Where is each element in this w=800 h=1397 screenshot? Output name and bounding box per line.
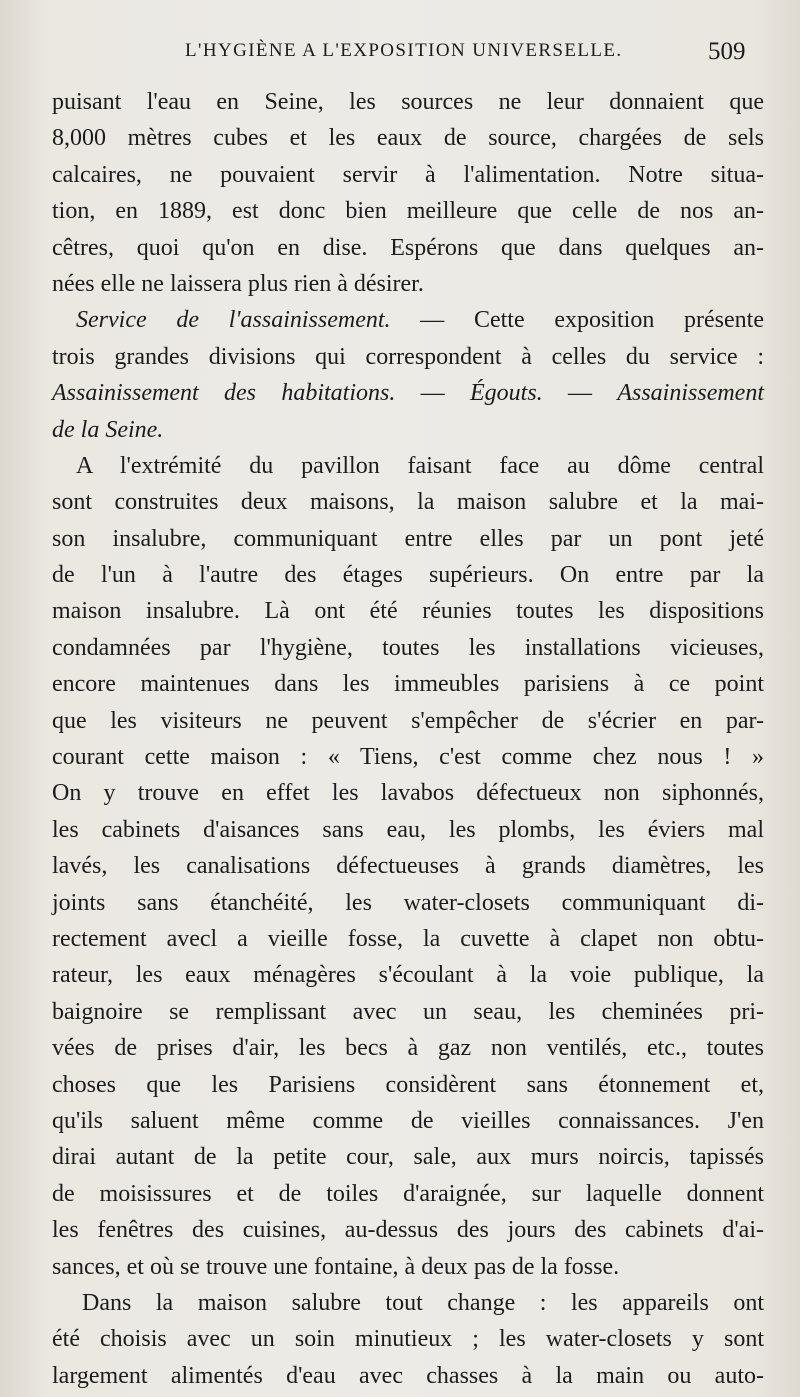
text-line: calcaires, ne pouvaient servir à l'alimentation. Notre situa- (52, 161, 764, 188)
text-line: les cabinets d'aisances sans eau, les plombs, les éviers mal (52, 816, 764, 843)
text-line: lavés, les canalisations défectueuses à grands diamètres, les (52, 853, 764, 880)
text-line: condamnées par l'hygiène, toutes les installations vicieuses, (52, 634, 764, 661)
text-line: que les visiteurs ne peuvent s'empêcher de s'écrier en par- (52, 707, 764, 734)
text-line: rectement avecl a vieille fosse, la cuvette à clapet non obtu- (52, 925, 764, 952)
divisions-line (52, 375, 764, 411)
text-line: joints sans étanchéité, les water-closets communiquant di- (52, 889, 764, 916)
text-line: qu'ils saluent même comme de vieilles connaissances. J'en (52, 1107, 764, 1134)
text-line: sances, et où se trouve une fontaine, à deux pas de la fosse. (52, 1253, 620, 1280)
text-line: encore maintenues dans les immeubles parisiens à ce point (52, 671, 764, 698)
text-line: sont construites deux maisons, la maison salubre et la mai- (52, 489, 764, 516)
text-line: dirai autant de la petite cour, sale, aux murs noircis, tapissés (52, 1144, 764, 1171)
text-line: de l'un à l'autre des étages supérieurs. On entre par la (52, 562, 764, 589)
division-seine: Assainissement (617, 380, 765, 407)
division-separator: — (395, 380, 470, 407)
text-line: rateur, les eaux ménagères s'écoulant à la voie publique, la (52, 962, 764, 989)
division-habitations: Assainissement des habitations. (52, 380, 396, 407)
text-line: son insalubre, communiquant entre elles par un pont jeté (52, 525, 764, 552)
text-line: trois grandes divisions qui correspondent à celles du service : (52, 343, 764, 370)
text-line: 8,000 mètres cubes et les eaux de source, chargées de sels (52, 125, 764, 152)
text-line: maison insalubre. Là ont été réunies toutes les dispositions (52, 598, 764, 625)
text-line: nées elle ne laissera plus rien à désirer. (52, 270, 424, 297)
section-heading-line (52, 302, 764, 338)
section-intro: — Cette exposition présente (390, 307, 764, 334)
text-line: de moisissures et de toiles d'araignée, sur laquelle donnent (52, 1180, 764, 1207)
division-egouts: Égouts. (470, 380, 543, 407)
text-line: été choisis avec un soin minutieux ; les water-closets y sont (52, 1326, 764, 1353)
page-number: 509 (708, 38, 746, 65)
section-title: Service de l'assainissement. (76, 307, 391, 334)
text-line: A l'extrémité du pavillon faisant face au dôme central (76, 452, 764, 479)
text-line: On y trouve en effet les lavabos défectueux non siphonnés, (52, 780, 764, 807)
text-line: largement alimentés d'eau avec chasses à la main ou auto- (52, 1362, 764, 1389)
body-text (52, 84, 764, 1394)
page-header (0, 40, 800, 74)
text-line: Dans la maison salubre tout change : les appareils ont (82, 1289, 764, 1316)
running-title: L'HYGIÈNE A L'EXPOSITION UNIVERSELLE. (185, 40, 623, 61)
text-line: courant cette maison : « Tiens, c'est comme chez nous ! » (52, 744, 764, 771)
text-line: vées de prises d'air, les becs à gaz non ventilés, etc., toutes (52, 1035, 764, 1062)
text-line: cêtres, quoi qu'on en dise. Espérons que dans quelques an- (52, 234, 764, 261)
text-line: puisant l'eau en Seine, les sources ne leur donnaient que (52, 89, 764, 115)
text-line: choses que les Parisiens considèrent sans étonnement et, (52, 1071, 764, 1098)
text-line: les fenêtres des cuisines, au-dessus des jours des cabinets d'ai- (52, 1217, 764, 1244)
text-line: baignoire se remplissant avec un seau, les cheminées pri- (52, 998, 764, 1025)
division-separator: — (542, 380, 618, 407)
text-line: de la Seine. (52, 416, 164, 443)
text-line: tion, en 1889, est donc bien meilleure que celle de nos an- (52, 198, 764, 225)
